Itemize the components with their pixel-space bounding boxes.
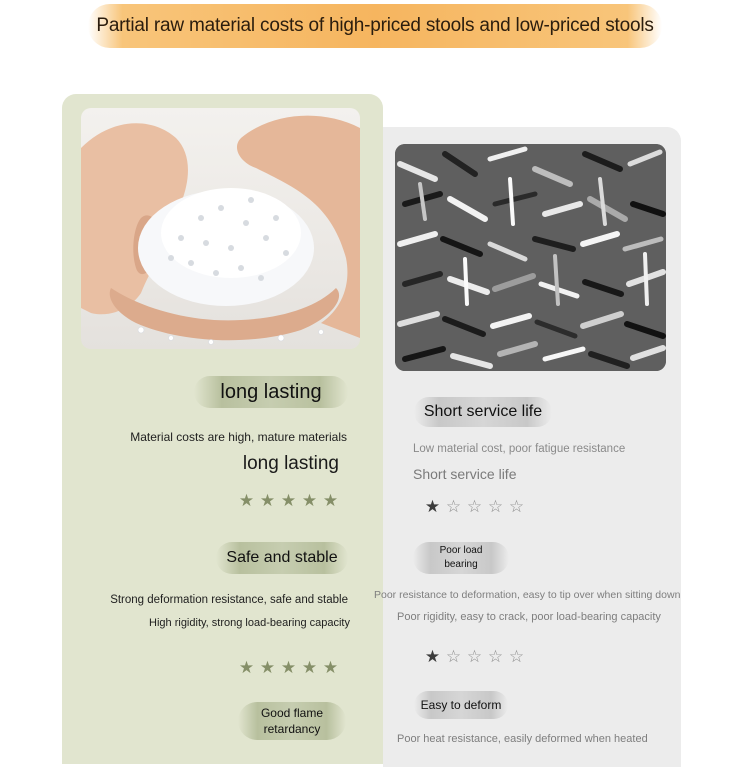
star-filled-icon: ★	[280, 491, 297, 510]
deform-tag-label: Easy to deform	[420, 698, 502, 712]
flame-tag-line1: Good flame	[260, 706, 324, 720]
star-filled-icon: ★	[238, 491, 255, 510]
long-lasting-tag	[194, 376, 348, 408]
title-banner	[88, 4, 662, 48]
high-rating-stability	[238, 659, 339, 676]
high-rating-durability	[238, 492, 339, 509]
star-empty-icon: ☆	[508, 497, 525, 516]
star-filled-icon: ★	[301, 491, 318, 510]
high-desc-line: Material costs are high, mature materials	[130, 430, 347, 444]
star-empty-icon: ☆	[508, 647, 525, 666]
star-empty-icon: ☆	[466, 647, 483, 666]
safe-stable-tag-label: Safe and stable	[226, 549, 338, 566]
star-filled-icon: ★	[424, 647, 441, 666]
star-filled-icon: ★	[322, 491, 339, 510]
star-filled-icon: ★	[301, 658, 318, 677]
easy-to-deform-tag	[414, 691, 508, 719]
low-desc-line: Short service life	[413, 466, 517, 482]
low-rating-durability	[424, 498, 525, 515]
load-tag-line2: bearing	[444, 559, 478, 570]
star-filled-icon: ★	[238, 658, 255, 677]
short-service-life-tag	[414, 397, 552, 427]
star-empty-icon: ☆	[466, 497, 483, 516]
star-filled-icon: ★	[280, 658, 297, 677]
star-filled-icon: ★	[259, 491, 276, 510]
flame-tag-line2: retardancy	[263, 722, 321, 736]
low-rating-load	[424, 648, 525, 665]
page-title: Partial raw material costs of high-priced stools and low-priced stools	[96, 15, 654, 36]
low-desc-line: Low material cost, poor fatigue resistance	[413, 443, 626, 455]
flame-retardancy-tag	[238, 702, 346, 740]
short-life-tag-label: Short service life	[423, 403, 543, 420]
poor-load-bearing-tag	[413, 542, 509, 574]
shredded-plastic-image	[395, 144, 666, 371]
star-empty-icon: ☆	[487, 647, 504, 666]
load-tag-line1: Poor load	[439, 545, 483, 556]
high-desc-line: Strong deformation resistance, safe and stable	[110, 594, 348, 606]
high-desc-line: long lasting	[242, 453, 339, 474]
star-empty-icon: ☆	[445, 647, 462, 666]
long-lasting-tag-label: long lasting	[220, 380, 322, 403]
low-desc-line: Poor heat resistance, easily deformed when heated	[397, 733, 648, 745]
plastic-pellets-image	[81, 108, 360, 349]
safe-stable-tag	[216, 542, 348, 574]
low-desc-line: Poor rigidity, easy to crack, poor load-bearing capacity	[397, 611, 661, 623]
low-desc-line: Poor resistance to deformation, easy to tip over when sitting down	[374, 589, 681, 601]
high-desc-line: High rigidity, strong load-bearing capacity	[149, 617, 350, 629]
star-empty-icon: ☆	[445, 497, 462, 516]
star-filled-icon: ★	[259, 658, 276, 677]
star-filled-icon: ★	[424, 497, 441, 516]
star-empty-icon: ☆	[487, 497, 504, 516]
star-filled-icon: ★	[322, 658, 339, 677]
